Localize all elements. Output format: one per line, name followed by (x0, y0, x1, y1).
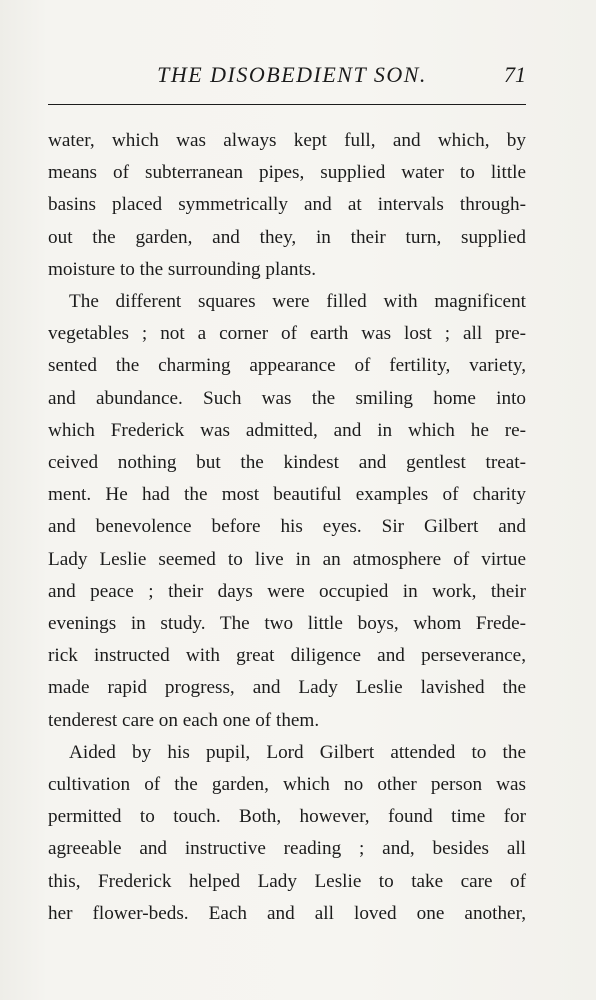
text-line: sented the charming appearance of fertility, variety, (48, 355, 526, 377)
text-line: Lady Leslie seemed to live in an atmosphere of virtue (48, 548, 526, 570)
text-line: this, Frederick helped Lady Leslie to take care of (48, 870, 526, 892)
text-line: her flower-beds. Each and all loved one another, (48, 902, 526, 924)
text-line: made rapid progress, and Lady Leslie lavished the (48, 677, 526, 699)
body-text (48, 125, 526, 930)
text-line: basins placed symmetrically and at intervals through- (48, 194, 526, 216)
text-line: Aided by his pupil, Lord Gilbert attended to the (69, 741, 526, 763)
running-title: THE DISOBEDIENT SON. (157, 62, 427, 87)
text-line: which Frederick was admitted, and in which he re- (48, 419, 526, 441)
header-rule (48, 104, 526, 105)
text-line: and abundance. Such was the smiling home into (48, 387, 526, 409)
paragraph-2 (48, 286, 526, 737)
text-line: rick instructed with great diligence and perseverance, (48, 645, 526, 667)
text-line: moisture to the surrounding plants. (48, 258, 317, 280)
text-line: ment. He had the most beautiful examples of charity (48, 484, 526, 506)
page-number: 71 (504, 62, 526, 87)
text-line: ceived nothing but the kindest and gentlest treat- (48, 452, 526, 474)
paragraph-1 (48, 125, 526, 286)
text-line: and benevolence before his eyes. Sir Gilbert and (48, 516, 526, 538)
text-line: means of subterranean pipes, supplied water to little (48, 162, 526, 184)
text-line: evenings in study. The two little boys, whom Frede- (48, 613, 526, 635)
text-line: agreeable and instructive reading ; and, besides all (48, 838, 526, 860)
text-line: tenderest care on each one of them. (48, 709, 320, 731)
text-line: water, which was always kept full, and which, by (48, 130, 526, 151)
paragraph-3 (48, 737, 526, 930)
text-line: cultivation of the garden, which no other person was (48, 774, 526, 796)
text-line: permitted to touch. Both, however, found time for (48, 806, 526, 828)
page-header (48, 58, 526, 94)
text-line: The different squares were filled with magnificent (69, 291, 526, 313)
text-line: vegetables ; not a corner of earth was lost ; all pre- (48, 323, 526, 345)
text-line: out the garden, and they, in their turn, supplied (48, 226, 526, 248)
text-line: and peace ; their days were occupied in work, their (48, 580, 526, 602)
